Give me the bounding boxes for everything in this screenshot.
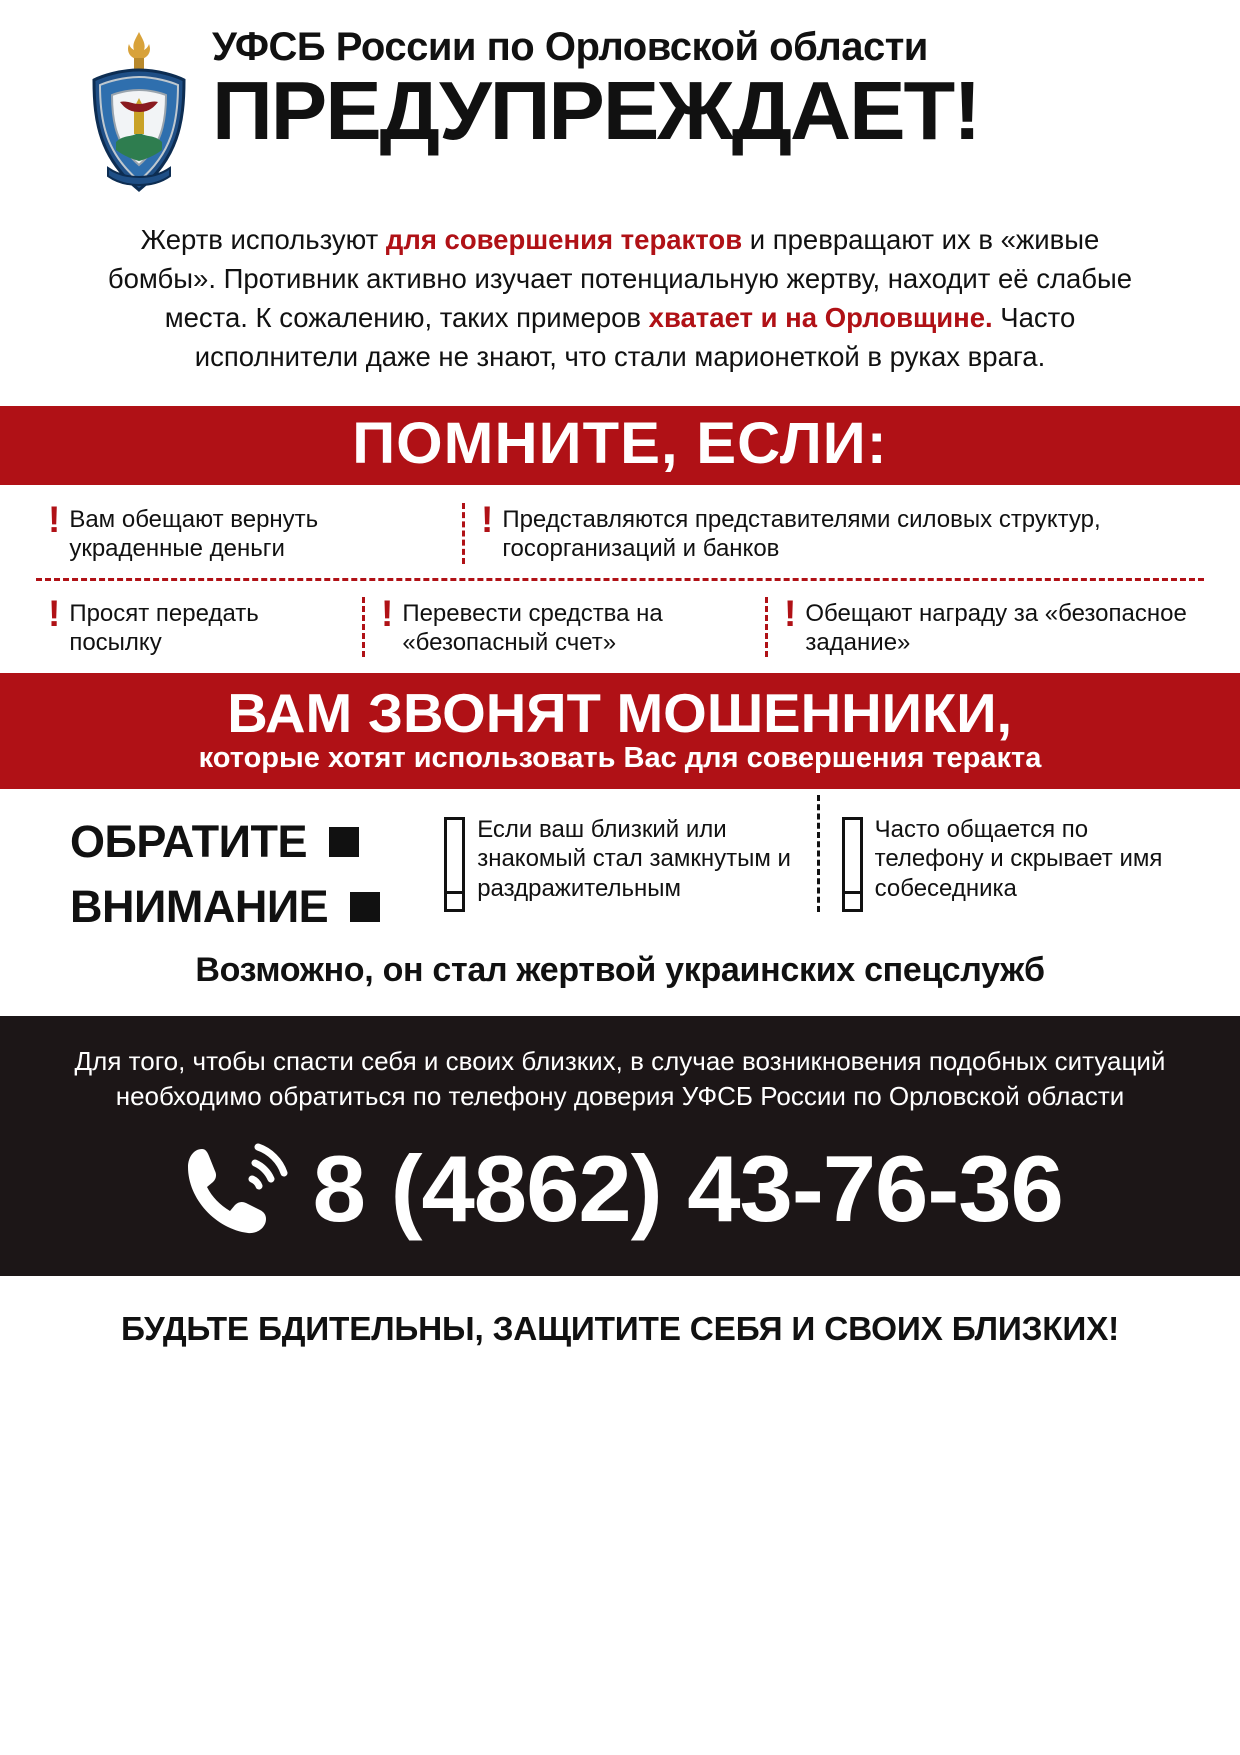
phone-row[interactable]	[70, 1137, 1170, 1242]
org-title: УФСБ России по Орловской области	[212, 25, 928, 69]
contact-text: Для того, чтобы спасти себя и своих близких, в случае возникновения подобных ситуаций необходимо обратиться по телефону доверия УФСБ России по Орловской области	[74, 1046, 1166, 1112]
attention-item-1-label: Если ваш близкий или знакомый стал замкнутым и раздражительным	[477, 816, 791, 902]
square-bullet-icon	[350, 892, 380, 922]
sign-item-2-label: Представляются представителями силовых структур, госорганизаций и банков	[502, 506, 1101, 563]
checkbox-icon	[444, 817, 465, 891]
checkbox-group-icon	[842, 815, 863, 912]
footer-section	[0, 1276, 1240, 1348]
intro-highlight-1: для совершения терактов	[385, 224, 743, 255]
sign-item-1-label: Вам обещают вернуть украденные деньги	[69, 506, 319, 563]
attention-subtitle: Возможно, он стал жертвой украинских спецслужб	[195, 951, 1045, 990]
sign-item-5-label: Обещают награду за «безопасное задание»	[805, 599, 1187, 656]
phone-call-icon	[184, 1141, 294, 1242]
signs-section	[0, 485, 1240, 673]
scammers-banner-line1: ВАМ ЗВОНЯТ МОШЕННИКИ,	[227, 682, 1013, 745]
poster-header	[0, 0, 1240, 198]
signs-row-2	[32, 581, 1208, 674]
scammers-banner-line2: которые хотят использовать Вас для совершения теракта	[198, 742, 1042, 775]
attention-item-1	[422, 815, 816, 912]
sign-item-4-label: Перевести средства на «безопасный счет»	[402, 599, 663, 656]
header-text-block	[198, 25, 1200, 157]
checkbox-icon	[842, 891, 863, 912]
exclamation-icon: !	[48, 592, 61, 634]
remember-banner-title: ПОМНИТЕ, ЕСЛИ:	[352, 411, 888, 477]
checkbox-icon	[444, 891, 465, 912]
attention-items	[380, 815, 1214, 912]
warning-title: ПРЕДУПРЕЖДАЕТ!	[212, 64, 980, 157]
sign-item-3	[32, 592, 362, 658]
contact-section	[0, 1016, 1240, 1276]
attention-item-2	[820, 815, 1214, 912]
fsb-emblem-icon	[80, 30, 198, 198]
exclamation-icon: !	[48, 499, 61, 541]
attention-word-1: ОБРАТИТЕ	[70, 816, 307, 868]
scammers-banner	[0, 673, 1240, 789]
intro-text-1: Жертв используют	[140, 224, 386, 255]
exclamation-icon: !	[381, 592, 394, 634]
exclamation-icon: !	[784, 592, 797, 634]
intro-paragraph	[0, 198, 1240, 376]
phone-number[interactable]: 8 (4862) 43-76-36	[312, 1136, 1064, 1242]
attention-word-2: ВНИМАНИЕ	[70, 881, 329, 933]
sign-item-3-label: Просят передать посылку	[69, 599, 259, 656]
checkbox-icon	[842, 817, 863, 891]
signs-row-1	[32, 485, 1208, 578]
sign-item-2	[465, 499, 1208, 564]
sign-item-4	[365, 592, 765, 658]
remember-banner	[0, 406, 1240, 485]
intro-text-3: Часто исполнители даже не знают, что стали марионеткой в руках врага.	[194, 302, 1076, 373]
intro-text-2: и превращают их в «живые бомбы». Противник активно изучает потенциальную жертву, находит её слабые места. К сожалению, таких примеров	[107, 224, 1133, 334]
intro-highlight-2: хватает и на Орловщине.	[648, 302, 993, 334]
attention-title	[70, 815, 380, 933]
square-bullet-icon	[329, 827, 359, 857]
exclamation-icon: !	[481, 499, 494, 541]
checkbox-group-icon	[444, 815, 465, 912]
footer-slogan: БУДЬТЕ БДИТЕЛЬНЫ, ЗАЩИТИТЕ СЕБЯ И СВОИХ БЛИЗКИХ!	[120, 1309, 1120, 1347]
sign-item-1	[32, 499, 462, 564]
attention-section	[0, 789, 1240, 933]
attention-item-2-label: Часто общается по телефону и скрывает имя собеседника	[874, 816, 1163, 902]
attention-title-row-1	[70, 816, 380, 868]
sign-item-5	[768, 592, 1208, 658]
attention-title-row-2	[70, 881, 380, 933]
